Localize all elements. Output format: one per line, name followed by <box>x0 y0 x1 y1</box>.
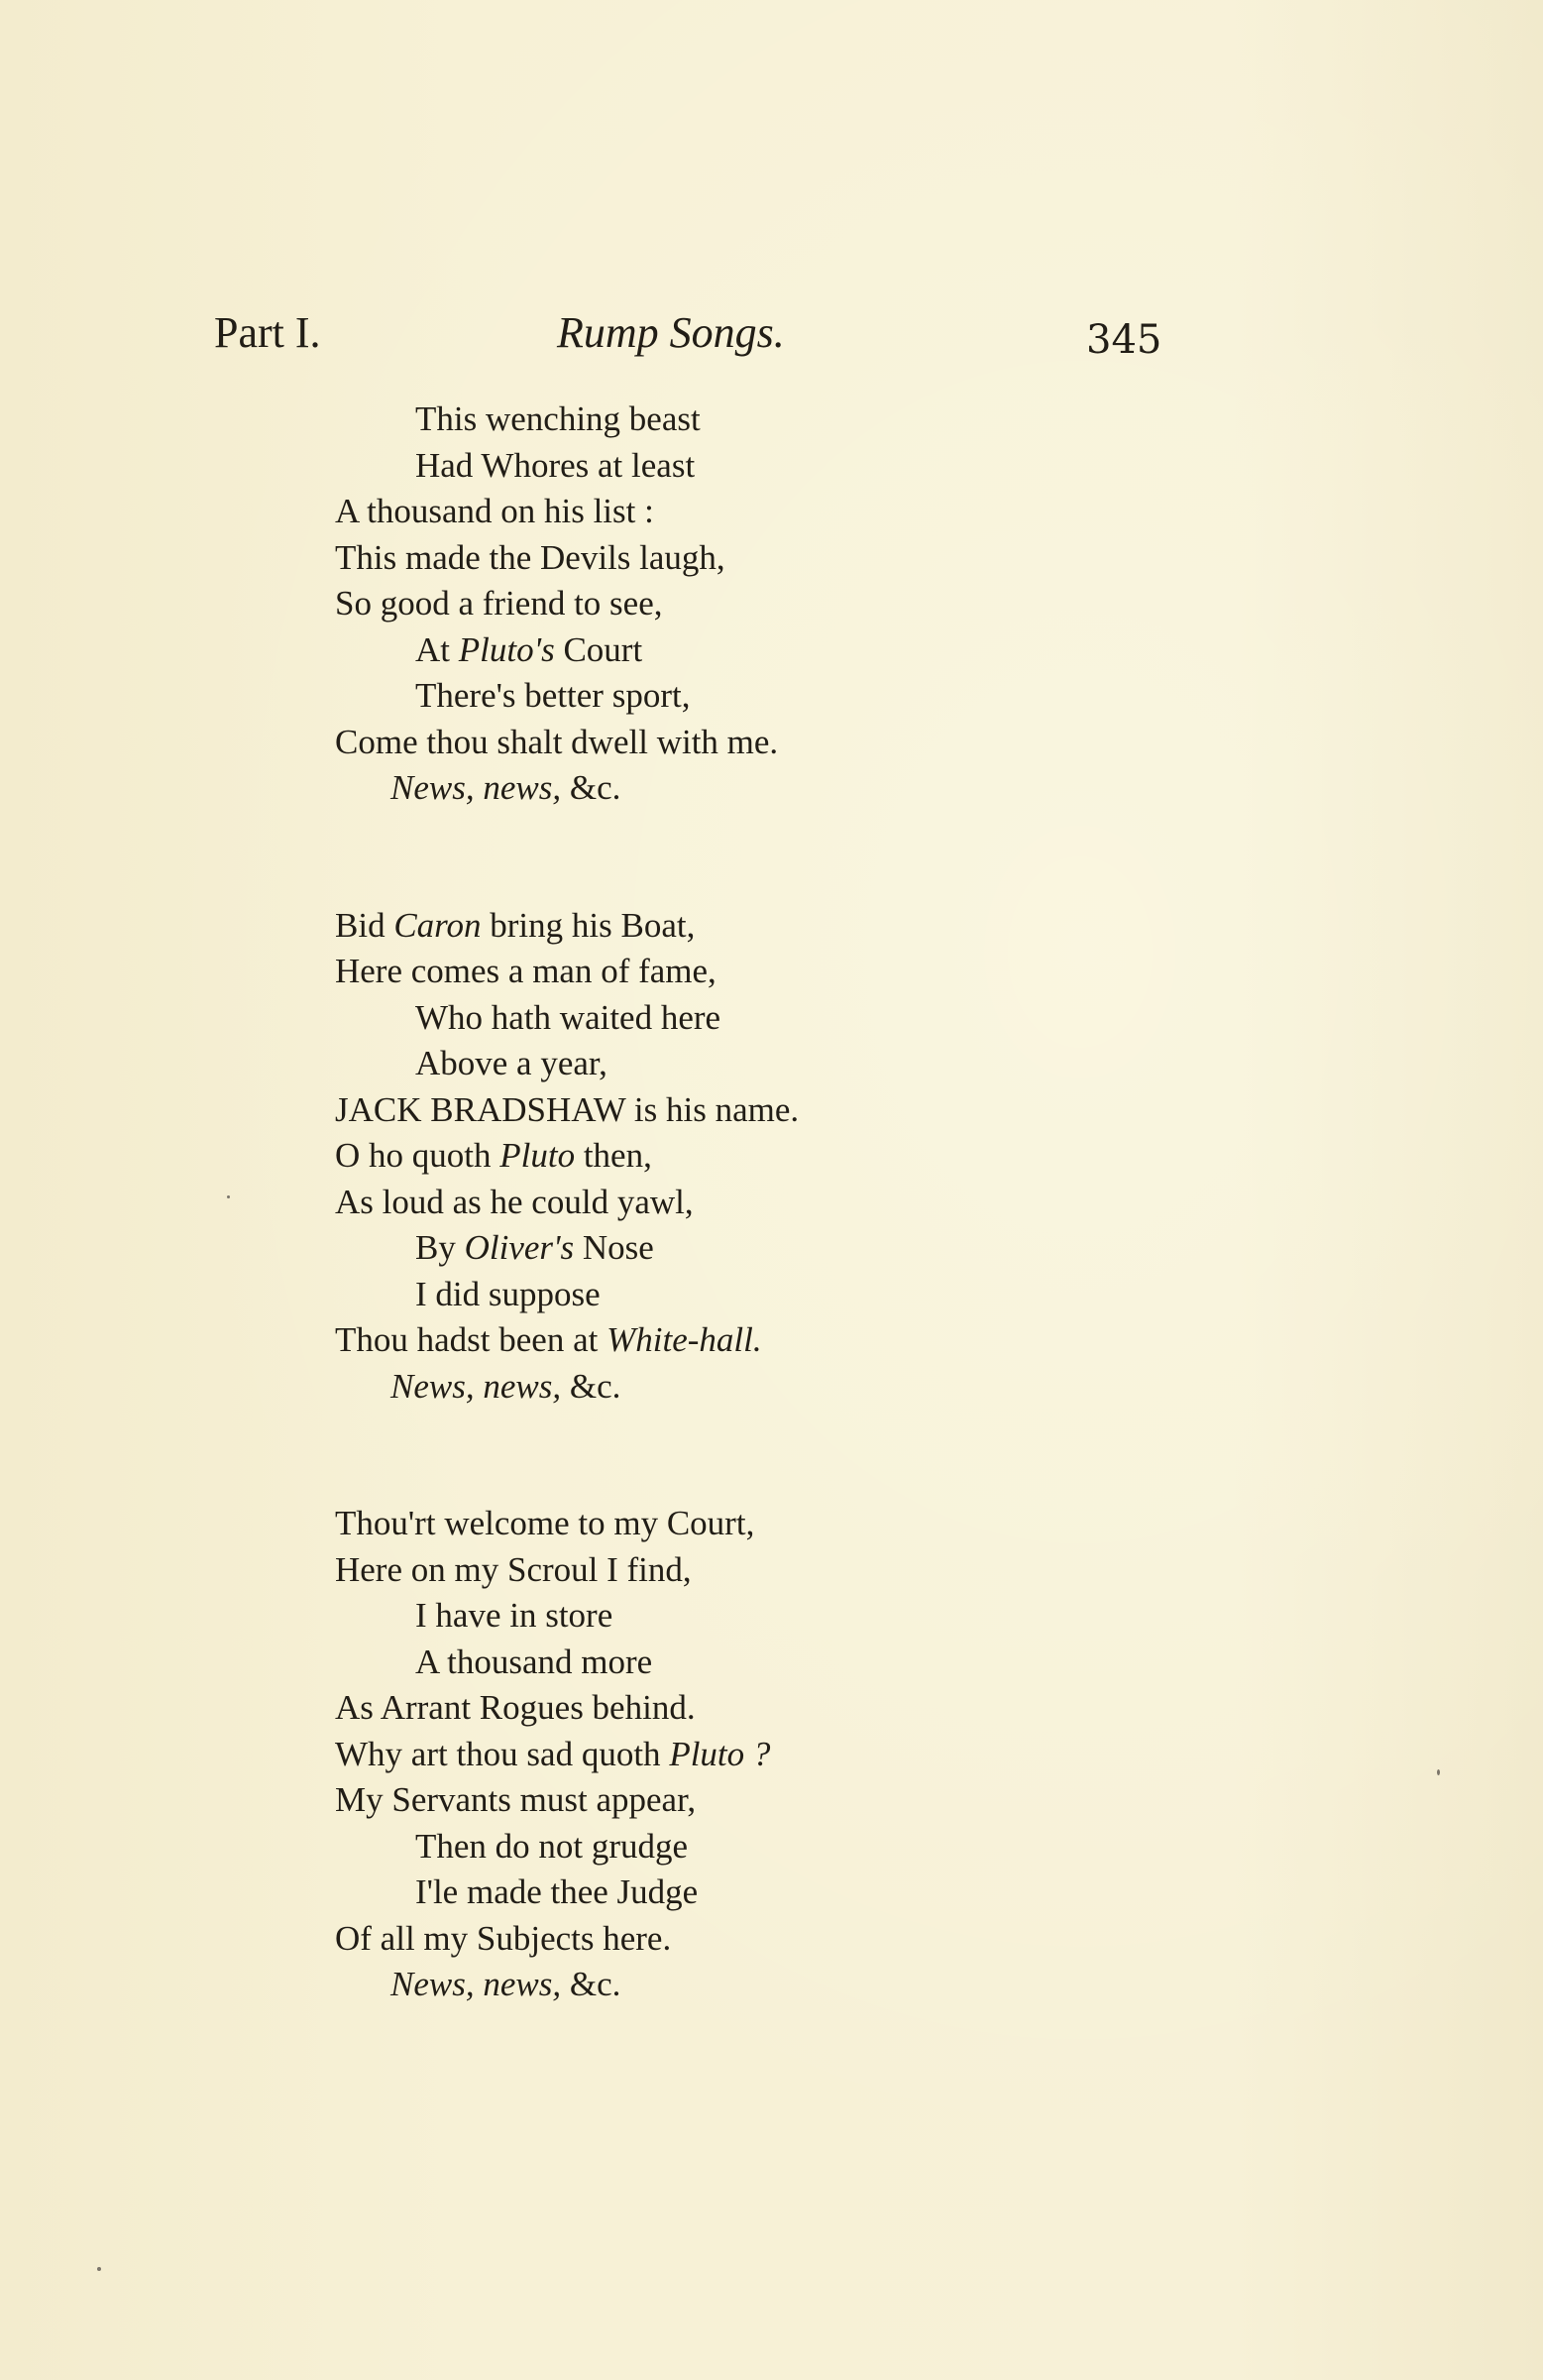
verse-line: Above a year, <box>415 1044 607 1082</box>
running-title: Rump Songs. <box>557 308 785 357</box>
verse-line: I'le made thee Judge <box>415 1872 699 1911</box>
verse-line: Thou'rt welcome to my Court, <box>335 1504 755 1542</box>
refrain-line: News, news, &c. <box>390 1366 621 1406</box>
verse-line: I did suppose <box>415 1274 601 1313</box>
verse-line: I have in store <box>415 1596 613 1635</box>
paper-speck <box>97 2267 101 2271</box>
running-header <box>214 307 1165 367</box>
stanza-2 <box>335 903 1227 1411</box>
verse-line: Here on my Scroul I find, <box>335 1549 692 1589</box>
verse-line: Then do not grudge <box>415 1826 689 1866</box>
verse-line: As Arrant Rogues behind. <box>335 1688 696 1727</box>
verse-line: By Oliver's Nose <box>415 1228 654 1267</box>
verse-line: So good a friend to see, <box>335 584 663 623</box>
part-label: Part I. <box>214 308 321 357</box>
verse-line: Of all my Subjects here. <box>335 1918 672 1958</box>
verse-line: Bid Caron bring his Boat, <box>335 905 696 945</box>
stanza-3 <box>335 1501 1227 2008</box>
verse-line: Why art thou sad quoth Pluto ? <box>335 1734 771 1773</box>
verse-line: This made the Devils laugh, <box>335 537 725 577</box>
verse-line: At Pluto's Court <box>415 629 643 669</box>
verse-line: Thou hadst been at White-hall. <box>335 1320 762 1359</box>
verse-line: JACK BRADSHAW is his name. <box>335 1089 800 1129</box>
stanza-1 <box>335 397 1227 812</box>
verse-line: O ho quoth Pluto then, <box>335 1136 652 1175</box>
verse-line: A thousand more <box>415 1642 653 1681</box>
verse-line: Had Whores at least <box>415 445 696 485</box>
paper-speck <box>1437 1769 1440 1775</box>
paper-speck <box>227 1195 230 1198</box>
verse-line: Who hath waited here <box>415 997 721 1037</box>
verse-line: Here comes a man of fame, <box>335 952 716 990</box>
refrain-line: News, news, &c. <box>390 1965 621 2003</box>
page-number: 345 <box>1086 317 1162 363</box>
verse-line: This wenching beast <box>415 399 701 438</box>
refrain-line: News, news, &c. <box>390 768 621 807</box>
verse-line: There's better sport, <box>415 676 691 715</box>
verse-line: As loud as he could yawl, <box>335 1182 694 1221</box>
verse-line: Come thou shalt dwell with me. <box>335 722 779 761</box>
verse-line: A thousand on his list : <box>335 492 654 530</box>
poem <box>335 397 1227 2008</box>
verse-line: My Servants must appear, <box>335 1780 697 1819</box>
